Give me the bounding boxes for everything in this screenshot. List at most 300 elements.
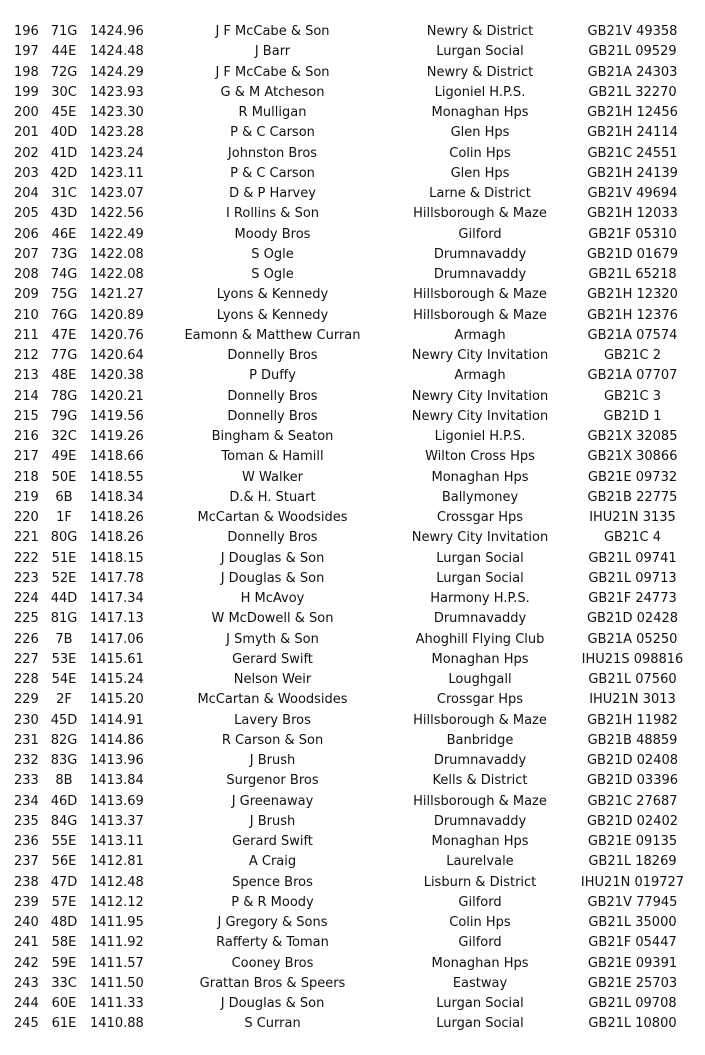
position: 222 bbox=[14, 550, 39, 566]
table-row bbox=[0, 812, 705, 832]
table-row bbox=[0, 427, 705, 447]
section-code: 51E bbox=[51, 550, 77, 566]
position: 233 bbox=[14, 773, 39, 789]
velocity: 1421.27 bbox=[90, 287, 144, 303]
section-code: 73G bbox=[50, 246, 78, 262]
ring-number: GB21F 05310 bbox=[588, 226, 677, 242]
fancier-name: G & M Atcheson bbox=[220, 84, 325, 100]
club-name: Drumnavaddy bbox=[433, 246, 527, 262]
fancier-name: J Brush bbox=[249, 753, 296, 768]
velocity: 1423.07 bbox=[90, 186, 144, 201]
section-code: 33C bbox=[51, 975, 77, 991]
position: 236 bbox=[14, 834, 39, 849]
section-code: 55E bbox=[51, 834, 77, 849]
velocity: 1423.93 bbox=[90, 84, 144, 100]
club-name: Newry & District bbox=[426, 64, 534, 80]
club-name: Glen Hps bbox=[450, 125, 510, 141]
position: 240 bbox=[14, 915, 39, 930]
club-name: Newry City Invitation bbox=[411, 388, 549, 404]
table-row bbox=[0, 245, 705, 265]
section-code: 2F bbox=[56, 692, 72, 708]
club-name: Hillsborough & Maze bbox=[413, 712, 547, 728]
velocity: 1422.56 bbox=[90, 206, 144, 222]
section-code: 49E bbox=[51, 449, 77, 465]
table-row bbox=[0, 285, 705, 305]
table-row bbox=[0, 407, 705, 427]
ring-number: GB21L 18269 bbox=[588, 854, 677, 870]
club-name: Gilford bbox=[458, 226, 502, 242]
section-code: 56E bbox=[51, 854, 77, 870]
club-name: Loughgall bbox=[448, 672, 512, 687]
position: 226 bbox=[14, 631, 39, 647]
club-name: Monaghan Hps bbox=[431, 469, 529, 485]
velocity: 1417.78 bbox=[90, 570, 144, 586]
velocity: 1413.37 bbox=[90, 813, 144, 829]
fancier-name: Donnelly Bros bbox=[227, 408, 318, 424]
fancier-name: J F McCabe & Son bbox=[215, 24, 330, 39]
velocity: 1415.61 bbox=[90, 651, 144, 667]
fancier-name: R Carson & Son bbox=[221, 732, 324, 748]
ring-number: GB21D 02428 bbox=[586, 611, 679, 627]
section-code: 44D bbox=[50, 591, 78, 606]
ring-number: GB21A 07707 bbox=[587, 368, 678, 384]
velocity: 1418.26 bbox=[90, 530, 144, 546]
ring-number: GB21X 30866 bbox=[587, 449, 678, 465]
section-code: 8B bbox=[55, 773, 73, 789]
position: 235 bbox=[14, 813, 39, 829]
ring-number: GB21X 32085 bbox=[587, 429, 678, 444]
fancier-name: S Ogle bbox=[251, 246, 294, 262]
club-name: Larne & District bbox=[429, 186, 531, 201]
table-row bbox=[0, 144, 705, 164]
club-name: Lurgan Social bbox=[436, 570, 524, 586]
club-name: Gilford bbox=[458, 935, 502, 951]
velocity: 1422.08 bbox=[90, 267, 144, 282]
section-code: 45E bbox=[51, 105, 77, 120]
velocity: 1424.48 bbox=[90, 44, 144, 60]
fancier-name: J Barr bbox=[254, 44, 291, 60]
velocity: 1422.49 bbox=[90, 226, 144, 242]
section-code: 41D bbox=[50, 145, 78, 161]
fancier-name: W McDowell & Son bbox=[211, 611, 334, 627]
ring-number: GB21L 09529 bbox=[588, 44, 677, 60]
position: 213 bbox=[14, 368, 39, 384]
club-name: Drumnavaddy bbox=[433, 813, 527, 829]
club-name: Newry City Invitation bbox=[411, 530, 549, 546]
position: 227 bbox=[14, 651, 39, 667]
club-name: Lisburn & District bbox=[423, 874, 537, 890]
velocity: 1418.15 bbox=[90, 550, 144, 566]
table-row bbox=[0, 366, 705, 386]
table-row bbox=[0, 184, 705, 204]
club-name: Hillsborough & Maze bbox=[413, 206, 547, 222]
fancier-name: Donnelly Bros bbox=[227, 348, 318, 363]
velocity: 1419.56 bbox=[90, 408, 144, 424]
ring-number: GB21E 25703 bbox=[587, 975, 678, 991]
position: 206 bbox=[14, 226, 39, 242]
results-table bbox=[0, 22, 705, 1035]
velocity: 1418.34 bbox=[90, 489, 144, 505]
velocity: 1411.92 bbox=[90, 935, 144, 951]
table-row bbox=[0, 447, 705, 467]
velocity: 1418.26 bbox=[90, 510, 144, 525]
club-name: Ligoniel H.P.S. bbox=[434, 84, 526, 100]
club-name: Lurgan Social bbox=[436, 550, 524, 566]
velocity: 1423.28 bbox=[90, 125, 144, 141]
fancier-name: H McAvoy bbox=[240, 591, 305, 606]
fancier-name: J Greenaway bbox=[231, 793, 314, 809]
table-row bbox=[0, 225, 705, 245]
velocity: 1411.95 bbox=[90, 915, 144, 930]
section-code: 40D bbox=[50, 125, 78, 141]
position: 214 bbox=[14, 388, 39, 404]
club-name: Crossgar Hps bbox=[436, 692, 524, 708]
position: 217 bbox=[14, 449, 39, 465]
velocity: 1420.21 bbox=[90, 388, 144, 404]
position: 219 bbox=[14, 489, 39, 505]
velocity: 1417.34 bbox=[90, 591, 144, 606]
club-name: Armagh bbox=[454, 368, 506, 384]
section-code: 71G bbox=[50, 24, 78, 39]
fancier-name: Toman & Hamill bbox=[221, 449, 324, 465]
club-name: Colin Hps bbox=[449, 915, 511, 930]
section-code: 6B bbox=[55, 489, 73, 505]
position: 203 bbox=[14, 165, 39, 181]
section-code: 61E bbox=[51, 1016, 77, 1032]
section-code: 82G bbox=[50, 732, 78, 748]
fancier-name: J F McCabe & Son bbox=[215, 64, 330, 80]
position: 201 bbox=[14, 125, 39, 141]
ring-number: IHU21N 3135 bbox=[589, 510, 676, 525]
club-name: Wilton Cross Hps bbox=[425, 449, 535, 465]
ring-number: GB21C 24551 bbox=[587, 145, 678, 161]
ring-number: GB21A 24303 bbox=[587, 64, 678, 80]
position: 196 bbox=[14, 24, 39, 39]
section-code: 45D bbox=[50, 712, 78, 728]
table-row bbox=[0, 468, 705, 488]
table-row bbox=[0, 22, 705, 42]
table-row bbox=[0, 123, 705, 143]
table-row bbox=[0, 589, 705, 609]
fancier-name: J Douglas & Son bbox=[220, 570, 325, 586]
velocity: 1424.29 bbox=[90, 64, 144, 80]
section-code: 50E bbox=[51, 469, 77, 485]
velocity: 1420.64 bbox=[90, 348, 144, 363]
section-code: 43D bbox=[50, 206, 78, 222]
section-code: 54E bbox=[51, 672, 77, 687]
section-code: 83G bbox=[50, 753, 78, 768]
club-name: Ballymoney bbox=[441, 489, 519, 505]
section-code: 42D bbox=[50, 165, 78, 181]
position: 207 bbox=[14, 246, 39, 262]
ring-number: IHU21N 019727 bbox=[580, 874, 685, 890]
ring-number: GB21A 07574 bbox=[587, 327, 678, 343]
ring-number: GB21H 24139 bbox=[587, 165, 678, 181]
table-row bbox=[0, 83, 705, 103]
position: 245 bbox=[14, 1016, 39, 1032]
velocity: 1420.89 bbox=[90, 307, 144, 323]
table-row bbox=[0, 711, 705, 731]
ring-number: GB21L 32270 bbox=[588, 84, 677, 100]
ring-number: GB21A 05250 bbox=[587, 631, 678, 647]
ring-number: GB21L 09708 bbox=[588, 996, 677, 1011]
position: 218 bbox=[14, 469, 39, 485]
club-name: Eastway bbox=[452, 975, 508, 991]
position: 224 bbox=[14, 591, 39, 606]
section-code: 76G bbox=[50, 307, 78, 323]
section-code: 44E bbox=[51, 44, 77, 60]
velocity: 1413.84 bbox=[90, 773, 144, 789]
fancier-name: P & C Carson bbox=[230, 165, 315, 181]
position: 199 bbox=[14, 84, 39, 100]
position: 211 bbox=[14, 327, 39, 343]
position: 237 bbox=[14, 854, 39, 870]
section-code: 32C bbox=[51, 429, 77, 444]
section-code: 30C bbox=[51, 84, 77, 100]
velocity: 1422.08 bbox=[90, 246, 144, 262]
ring-number: GB21B 22775 bbox=[587, 489, 678, 505]
section-code: 59E bbox=[51, 955, 77, 971]
ring-number: GB21B 48859 bbox=[587, 732, 678, 748]
section-code: 47E bbox=[51, 327, 77, 343]
table-row bbox=[0, 670, 705, 690]
ring-number: GB21D 02408 bbox=[586, 753, 679, 768]
position: 220 bbox=[14, 510, 39, 525]
club-name: Harmony H.P.S. bbox=[430, 591, 530, 606]
velocity: 1413.69 bbox=[90, 793, 144, 809]
fancier-name: Grattan Bros & Speers bbox=[199, 975, 346, 991]
velocity: 1411.33 bbox=[90, 996, 144, 1011]
ring-number: GB21C 27687 bbox=[587, 793, 678, 809]
table-row bbox=[0, 306, 705, 326]
table-row bbox=[0, 569, 705, 589]
club-name: Newry City Invitation bbox=[411, 348, 549, 363]
table-row bbox=[0, 63, 705, 83]
ring-number: IHU21N 3013 bbox=[589, 692, 676, 708]
position: 234 bbox=[14, 793, 39, 809]
table-row bbox=[0, 751, 705, 771]
section-code: 80G bbox=[50, 530, 78, 546]
fancier-name: D & P Harvey bbox=[229, 186, 316, 201]
table-row bbox=[0, 387, 705, 407]
club-name: Monaghan Hps bbox=[431, 651, 529, 667]
club-name: Ligoniel H.P.S. bbox=[434, 429, 526, 444]
ring-number: GB21E 09391 bbox=[587, 955, 678, 971]
club-name: Colin Hps bbox=[449, 145, 511, 161]
fancier-name: A Craig bbox=[248, 854, 297, 870]
fancier-name: Surgenor Bros bbox=[226, 773, 319, 789]
ring-number: GB21C 4 bbox=[603, 530, 661, 546]
fancier-name: Lyons & Kennedy bbox=[216, 287, 329, 303]
velocity: 1417.13 bbox=[90, 611, 144, 627]
ring-number: GB21L 09741 bbox=[588, 550, 677, 566]
position: 210 bbox=[14, 307, 39, 323]
fancier-name: P & C Carson bbox=[230, 125, 315, 141]
table-row bbox=[0, 204, 705, 224]
club-name: Monaghan Hps bbox=[431, 834, 529, 849]
fancier-name: J Douglas & Son bbox=[220, 550, 325, 566]
fancier-name: Lyons & Kennedy bbox=[216, 307, 329, 323]
fancier-name: McCartan & Woodsides bbox=[197, 692, 348, 708]
fancier-name: W Walker bbox=[242, 469, 303, 485]
velocity: 1423.30 bbox=[90, 105, 144, 120]
ring-number: GB21L 10800 bbox=[588, 1016, 677, 1032]
table-row bbox=[0, 326, 705, 346]
position: 202 bbox=[14, 145, 39, 161]
fancier-name: Bingham & Seaton bbox=[211, 429, 334, 444]
club-name: Kells & District bbox=[432, 773, 528, 789]
position: 238 bbox=[14, 874, 39, 890]
table-row bbox=[0, 528, 705, 548]
club-name: Lurgan Social bbox=[436, 1016, 524, 1032]
table-row bbox=[0, 103, 705, 123]
club-name: Drumnavaddy bbox=[433, 753, 527, 768]
velocity: 1412.81 bbox=[90, 854, 144, 870]
fancier-name: Cooney Bros bbox=[231, 955, 314, 971]
table-row bbox=[0, 832, 705, 852]
ring-number: GB21H 12456 bbox=[587, 105, 678, 120]
position: 221 bbox=[14, 530, 39, 546]
ring-number: IHU21S 098816 bbox=[581, 651, 684, 667]
fancier-name: J Brush bbox=[249, 813, 296, 829]
position: 205 bbox=[14, 206, 39, 222]
fancier-name: Rafferty & Toman bbox=[216, 935, 329, 951]
club-name: Monaghan Hps bbox=[431, 105, 529, 120]
velocity: 1417.06 bbox=[90, 631, 144, 647]
section-code: 84G bbox=[50, 813, 78, 829]
ring-number: GB21D 1 bbox=[603, 408, 662, 424]
section-code: 52E bbox=[51, 570, 77, 586]
position: 216 bbox=[14, 429, 39, 444]
table-row bbox=[0, 42, 705, 62]
club-name: Banbridge bbox=[446, 732, 514, 748]
ring-number: GB21F 24773 bbox=[588, 591, 677, 606]
velocity: 1414.86 bbox=[90, 732, 144, 748]
section-code: 7B bbox=[55, 631, 73, 647]
velocity: 1424.96 bbox=[90, 24, 144, 39]
table-row bbox=[0, 265, 705, 285]
ring-number: GB21L 07560 bbox=[588, 672, 677, 687]
position: 230 bbox=[14, 712, 39, 728]
fancier-name: J Douglas & Son bbox=[220, 996, 325, 1011]
section-code: 1F bbox=[56, 510, 72, 525]
ring-number: GB21C 3 bbox=[603, 388, 661, 404]
club-name: Ahoghill Flying Club bbox=[415, 631, 545, 647]
section-code: 46D bbox=[50, 793, 78, 809]
ring-number: GB21E 09135 bbox=[587, 834, 678, 849]
fancier-name: Moody Bros bbox=[234, 226, 311, 242]
section-code: 72G bbox=[50, 64, 78, 80]
velocity: 1413.11 bbox=[90, 834, 144, 849]
table-row bbox=[0, 771, 705, 791]
club-name: Newry City Invitation bbox=[411, 408, 549, 424]
fancier-name: P & R Moody bbox=[231, 894, 314, 910]
ring-number: GB21F 05447 bbox=[588, 935, 677, 951]
ring-number: GB21H 24114 bbox=[587, 125, 678, 141]
velocity: 1420.38 bbox=[90, 368, 144, 384]
table-row bbox=[0, 913, 705, 933]
section-code: 77G bbox=[50, 348, 78, 363]
club-name: Hillsborough & Maze bbox=[413, 307, 547, 323]
club-name: Armagh bbox=[454, 327, 506, 343]
position: 215 bbox=[14, 408, 39, 424]
club-name: Lurgan Social bbox=[436, 44, 524, 60]
section-code: 60E bbox=[51, 996, 77, 1011]
velocity: 1419.26 bbox=[90, 429, 144, 444]
position: 229 bbox=[14, 692, 39, 708]
position: 231 bbox=[14, 732, 39, 748]
ring-number: GB21C 2 bbox=[603, 348, 661, 363]
ring-number: GB21L 35000 bbox=[588, 915, 677, 930]
ring-number: GB21V 49694 bbox=[587, 186, 678, 201]
fancier-name: D.& H. Stuart bbox=[229, 489, 316, 505]
club-name: Gilford bbox=[458, 894, 502, 910]
section-code: 75G bbox=[50, 287, 78, 303]
position: 239 bbox=[14, 894, 39, 910]
position: 243 bbox=[14, 975, 39, 991]
fancier-name: J Smyth & Son bbox=[226, 631, 319, 647]
velocity: 1415.24 bbox=[90, 672, 144, 687]
fancier-name: Donnelly Bros bbox=[227, 388, 318, 404]
position: 198 bbox=[14, 64, 39, 80]
fancier-name: Lavery Bros bbox=[234, 712, 311, 728]
fancier-name: J Gregory & Sons bbox=[217, 915, 328, 930]
fancier-name: Spence Bros bbox=[232, 874, 313, 890]
table-row bbox=[0, 164, 705, 184]
section-code: 74G bbox=[50, 267, 78, 282]
table-row bbox=[0, 508, 705, 528]
table-row bbox=[0, 488, 705, 508]
ring-number: GB21H 11982 bbox=[587, 712, 678, 728]
table-row bbox=[0, 609, 705, 629]
position: 212 bbox=[14, 348, 39, 363]
club-name: Crossgar Hps bbox=[436, 510, 524, 525]
club-name: Lurgan Social bbox=[436, 996, 524, 1011]
club-name: Newry & District bbox=[426, 24, 534, 39]
section-code: 47D bbox=[50, 874, 78, 890]
fancier-name: Gerard Swift bbox=[232, 651, 313, 667]
section-code: 78G bbox=[50, 388, 78, 404]
table-row bbox=[0, 630, 705, 650]
ring-number: GB21D 01679 bbox=[586, 246, 679, 262]
club-name: Hillsborough & Maze bbox=[413, 287, 547, 303]
table-row bbox=[0, 650, 705, 670]
ring-number: GB21L 09713 bbox=[588, 570, 677, 586]
section-code: 79G bbox=[50, 408, 78, 424]
club-name: Glen Hps bbox=[450, 165, 510, 181]
position: 204 bbox=[14, 186, 39, 201]
section-code: 31C bbox=[51, 186, 77, 201]
ring-number: GB21V 77945 bbox=[587, 894, 678, 910]
fancier-name: Nelson Weir bbox=[233, 672, 312, 687]
velocity: 1418.66 bbox=[90, 449, 144, 465]
section-code: 57E bbox=[51, 894, 77, 910]
section-code: 48E bbox=[51, 368, 77, 384]
fancier-name: R Mulligan bbox=[238, 105, 307, 120]
table-row bbox=[0, 731, 705, 751]
table-row bbox=[0, 549, 705, 569]
table-row bbox=[0, 792, 705, 812]
section-code: 53E bbox=[51, 651, 77, 667]
velocity: 1410.88 bbox=[90, 1016, 144, 1032]
ring-number: GB21H 12320 bbox=[587, 287, 678, 303]
position: 228 bbox=[14, 672, 39, 687]
position: 208 bbox=[14, 267, 39, 282]
position: 200 bbox=[14, 105, 39, 120]
ring-number: GB21H 12033 bbox=[587, 206, 678, 222]
club-name: Laurelvale bbox=[446, 854, 514, 870]
section-code: 48D bbox=[50, 915, 78, 930]
